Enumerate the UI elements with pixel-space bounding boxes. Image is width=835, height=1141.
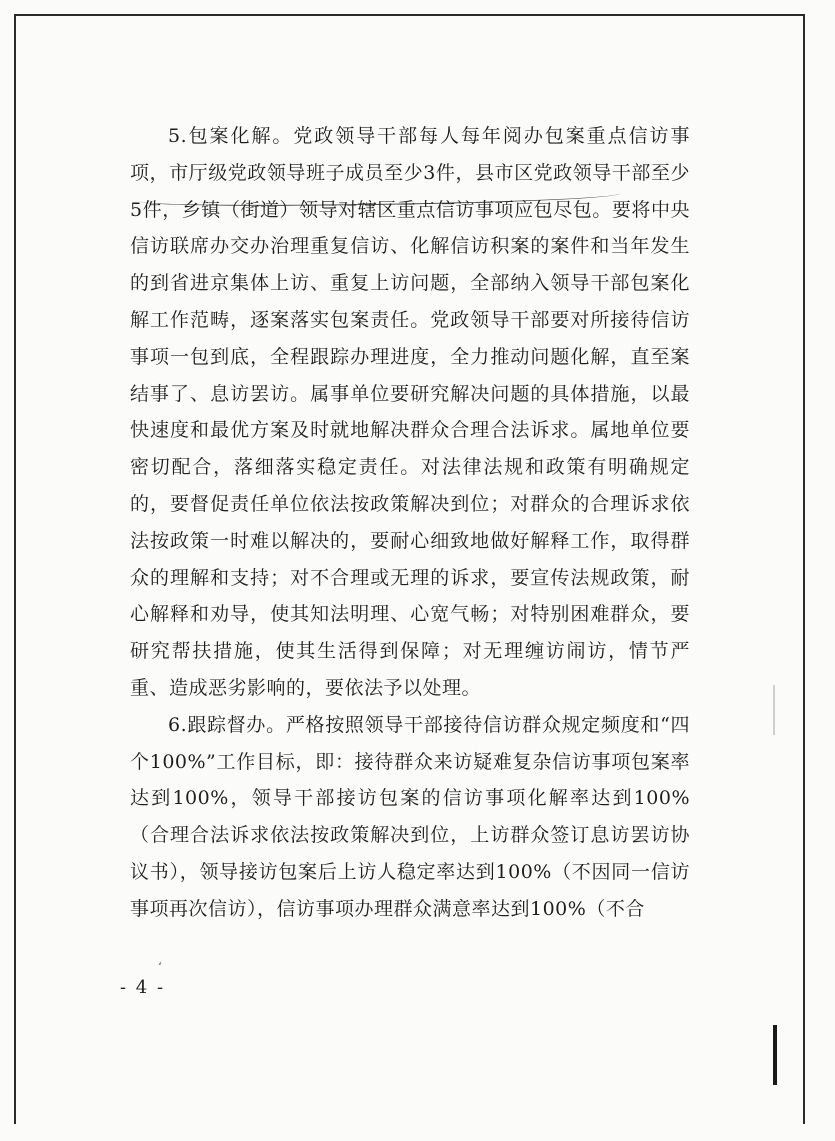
scan-artifact-mark: [773, 1025, 777, 1085]
scan-artifact-faint: [773, 685, 775, 735]
handwritten-tick: ‘: [158, 960, 162, 974]
paragraph-baoan-huajie: 5.包案化解。党政领导干部每人每年阅办包案重点信访事项，市厅级党政领导班子成员至少3件，县市区党政领导干部至少5件，乡镇（街道）领导对辖区重点信访事项应包尽包。要将中央信访联席办交办治理重复信访、化解信访积案的案件和当年发生的到省进京集体上访、重复上访问题，全部纳入领导干部包案化解工作范畴，逐案落实包案责任。党政领导干部要对所接待信访事项一包到底，全程跟踪办理进度，全力推动问题化解，直至案结事了、息访罢访。属事单位要研究解决问题的具体措施，以最快速度和最优方案及时就地解决群众合理合法诉求。属地单位要密切配合，落细落实稳定责任。对法律法规和政策有明确规定的，要督促责任单位依法按政策解决到位；对群众的合理诉求依法按政策一时难以解决的，要耐心细致地做好解释工作，取得群众的理解和支持；对不合理或无理的诉求，要宣传法规政策，耐心解释和劝导，使其知法明理、心宽气畅；对特别困难群众，要研究帮扶措施，使其生活得到保障；对无理缠访闹访，情节严重、造成恶劣影响的，要依法予以处理。: [130, 125, 690, 699]
document-body: [130, 118, 690, 928]
paragraph-genzong-duban: 6.跟踪督办。严格按照领导干部接待信访群众规定频度和“四个100%”工作目标，即：接待群众来访疑难复杂信访事项包案率达到100%，领导干部接访包案的信访事项化解率达到100%（合理合法诉求依法按政策解决到位，上访群众签订息访罢访协议书），领导接访包案后上访人稳定率达到100%（不因同一信访事项再次信访），信访事项办理群众满意率达到100%（不合: [130, 713, 690, 920]
page-number: - 4 -: [120, 977, 166, 998]
scan-border-left: [14, 14, 16, 1124]
scan-border-right: [803, 14, 805, 1124]
scan-border-top: [14, 14, 804, 16]
